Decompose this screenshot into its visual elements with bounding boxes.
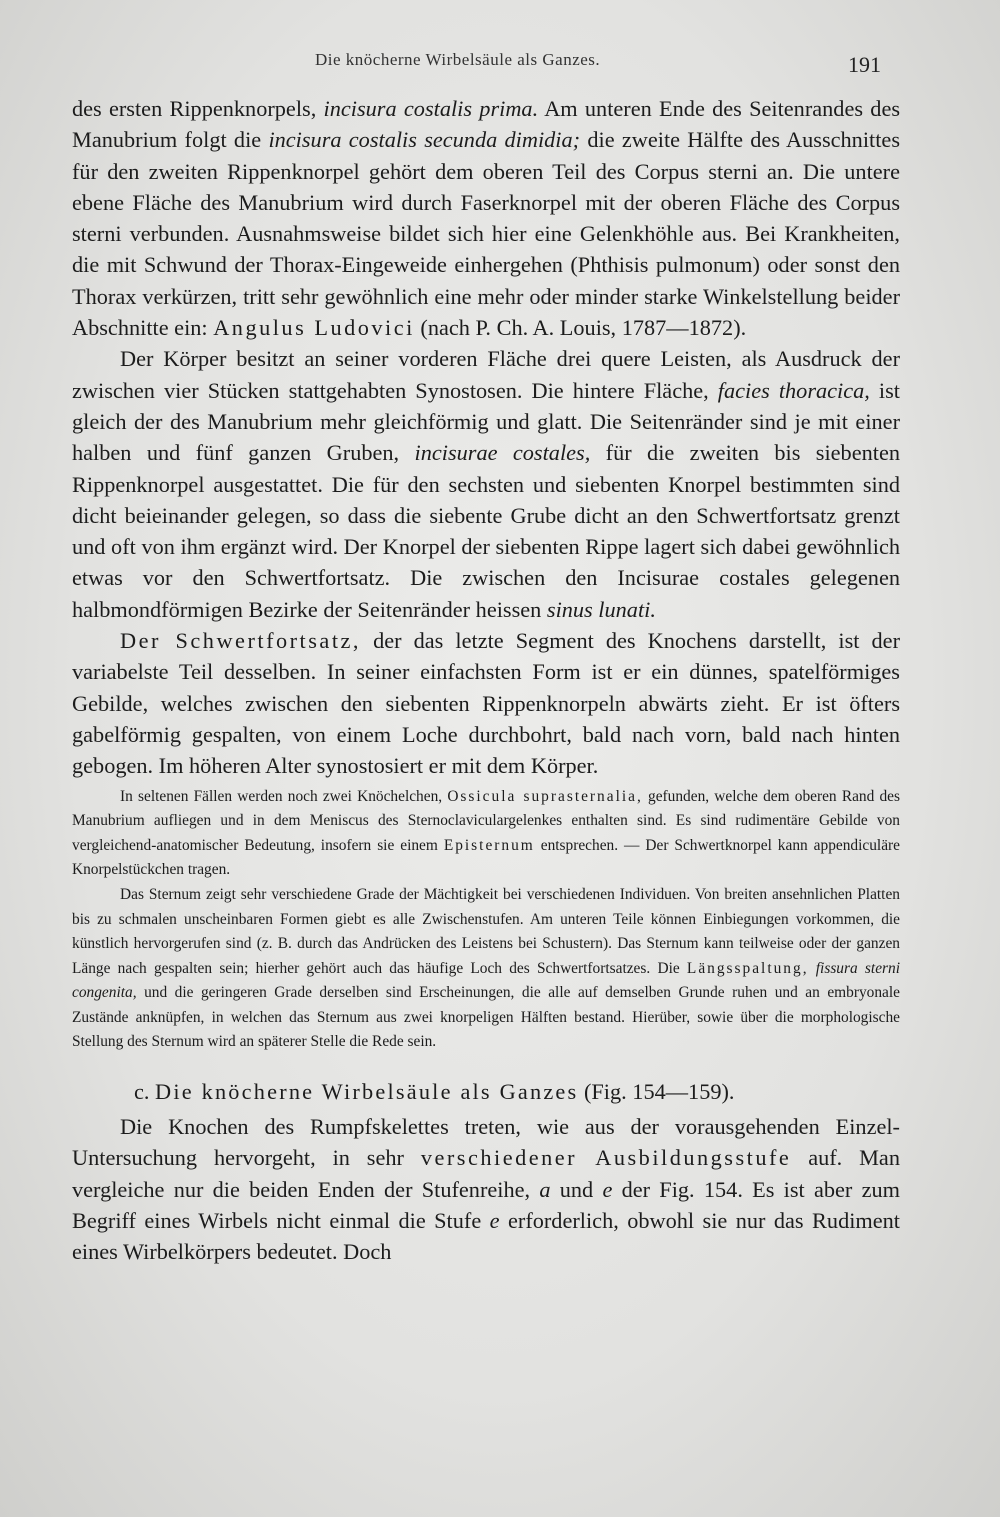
text-run: Am unteren Ende des Seitenrandes des Manubrium folgt die [72, 96, 901, 153]
text-run: auf. Man vergleiche nur die beiden Enden der Stufenreihe, [72, 1145, 900, 1202]
paragraph-corpus [72, 343, 900, 625]
text-run: Die Knochen des Rumpfskelettes treten, wie aus der vorausgehenden Einzel-Untersuchung hervorgeht, in sehr [72, 1114, 900, 1171]
main-text-continued [72, 1111, 900, 1267]
text-run: In seltenen Fällen werden noch zwei Knöchelchen, [120, 787, 448, 805]
section-number: c. [134, 1079, 156, 1105]
text-run: und die geringeren Grade derselben sind Erscheinungen, die alle auf demselben Grunde ruhen und an embryonale Zustände anknüpfen, in welchen das Sternum aus zwei knorpeligen Hälften bestand. Hierüber, sowie über die morphologische Stellung des Sternum wird an späterer Stelle die Rede sein. [72, 984, 900, 1051]
body-text [72, 93, 900, 1268]
italic-term: incisurae costales, [414, 440, 591, 466]
paragraph-schwertfortsatz [72, 625, 900, 781]
spaced-term: Der Schwertfortsatz, [120, 628, 361, 654]
text-run: der das letzte Segment des Knochens darstellt, ist der variabelste Teil desselben. In seiner einfachsten Form ist er ein dünnes, spatelförmiges Gebilde, welches zwischen den siebenten Rippenknorpeln abwärts zieht. Er ist öfters gabelförmig gespalten, von einem Loche durchbohrt, bald nach vorn, bald nach hinten gebogen. Im höheren Alter synostosiert er mit dem Körper. [72, 628, 900, 779]
spaced-term: verschiedener Ausbildungsstufe [420, 1145, 792, 1171]
text-run: entsprechen. — Der Schwertknorpel kann appendiculäre Knorpelstückchen tragen. [72, 836, 900, 879]
italic-term: incisura costalis secunda dimidia; [268, 127, 581, 153]
small-print-notes [72, 785, 900, 1056]
italic-term: facies thoracica, [717, 377, 870, 403]
section-figure-ref: (Fig. 154—159). [578, 1079, 735, 1105]
running-head: Die knöcherne Wirbelsäule als Ganzes. [315, 50, 601, 69]
text-run: der Fig. 154. Es ist aber zum Begriff eines Wirbels nicht einmal die Stufe [72, 1176, 900, 1233]
text-run: für die zweiten bis siebenten Rippenknorpel ausgestattet. Die für den sechsten und siebenten Knorpel bestimmten sind dicht beieinander gelegen, so dass die siebente Grube dicht an den Schwertfortsatz grenzt und oft von ihm ergänzt wird. Der Knorpel der siebenten Rippe lagert sich dabei gewöhnlich etwas vor den Schwertfortsatz. Die zwischen den Incisurae costales gelegenen halbmondförmigen Bezirke der Seitenränder heissen [72, 440, 900, 622]
text-run: erforderlich, obwohl sie nur das Rudiment eines Wirbelkörpers bedeutet. Doch [72, 1207, 900, 1265]
text-run: und [550, 1176, 603, 1202]
italic-term: e [489, 1207, 500, 1233]
spaced-term: Längsspaltung, [686, 959, 809, 977]
italic-term: sinus lunati. [546, 596, 656, 622]
text-run: Der Körper besitzt an seiner vorderen Fläche drei quere Leisten, als Ausdruck der zwischen vier Stücken stattgehabten Synostosen. Die hintere Fläche, [72, 346, 900, 403]
spaced-term: Angulus Ludovici [213, 315, 415, 341]
italic-term: e [602, 1176, 613, 1202]
section-title: Die knöcherne Wirbelsäule als Ganzes [155, 1079, 579, 1105]
note-ossicula [72, 785, 900, 883]
text-run: des ersten Rippenknorpels, [72, 96, 324, 121]
main-text [72, 93, 900, 782]
note-sternum [72, 883, 900, 1055]
text-run [809, 960, 816, 977]
page-header [0, 44, 1000, 84]
italic-term: fissura sterni congenita, [72, 959, 900, 1002]
section-heading [72, 1076, 900, 1107]
page-number: 191 [848, 52, 881, 77]
text-run: (nach P. Ch. A. Louis, 1787—1872). [414, 315, 747, 341]
text-run: ist gleich der des Manubrium mehr gleichförmig und glatt. Die Seitenränder sind je mit einer halben und fünf ganzen Gruben, [72, 377, 900, 466]
spaced-term: Episternum [443, 836, 535, 854]
text-run: die zweite Hälfte des Ausschnittes für den zweiten Rippenknorpel gehört dem oberen Teil des Corpus sterni an. Die untere ebene Fläche des Manubrium wird durch Faserknorpel mit der oberen Fläche des Corpus sterni verbunden. Ausnahmsweise bildet sich hier eine Gelenkhöhle aus. Bei Krankheiten, die mit Schwund der Thorax-Eingeweide einhergehen (Phthisis pulmonum) oder sonst den Thorax verkürzen, tritt sehr gewöhnlich eine mehr oder minder starke Winkelstellung beider Abschnitte ein: [72, 127, 900, 341]
italic-term: a [539, 1176, 551, 1202]
italic-term: incisura costalis prima. [323, 96, 539, 121]
text-run: gefunden, welche dem oberen Rand des Manubrium aufliegen und in dem Meniscus des Sternoclaviculargelenkes enthalten sind. Es sind rudimentäre Gebilde von vergleichend-anatomischer Bedeutung, insofern sie einem [72, 787, 901, 854]
text-run: Das Sternum zeigt sehr verschiedene Grade der Mächtigkeit bei verschiedenen Individuen. Von breiten ansehnlichen Platten bis zu schmalen unscheinbaren Formen giebt es alle Zwischenstufen. Am unteren Teile können Einbiegungen vorkommen, die künstlich hervorgerufen sind (z. B. durch das Andrücken des Leistens bei Schustern). Das Sternum kann teilweise oder der ganzen Länge nach gespalten sein; hierher gehört auch das häufige Loch des Schwertfortsatzes. Die [72, 885, 900, 977]
spaced-term: Ossicula suprasternalia, [447, 787, 643, 805]
paragraph-rumpfskelett [72, 1111, 900, 1267]
paragraph-manubrium [72, 93, 900, 343]
